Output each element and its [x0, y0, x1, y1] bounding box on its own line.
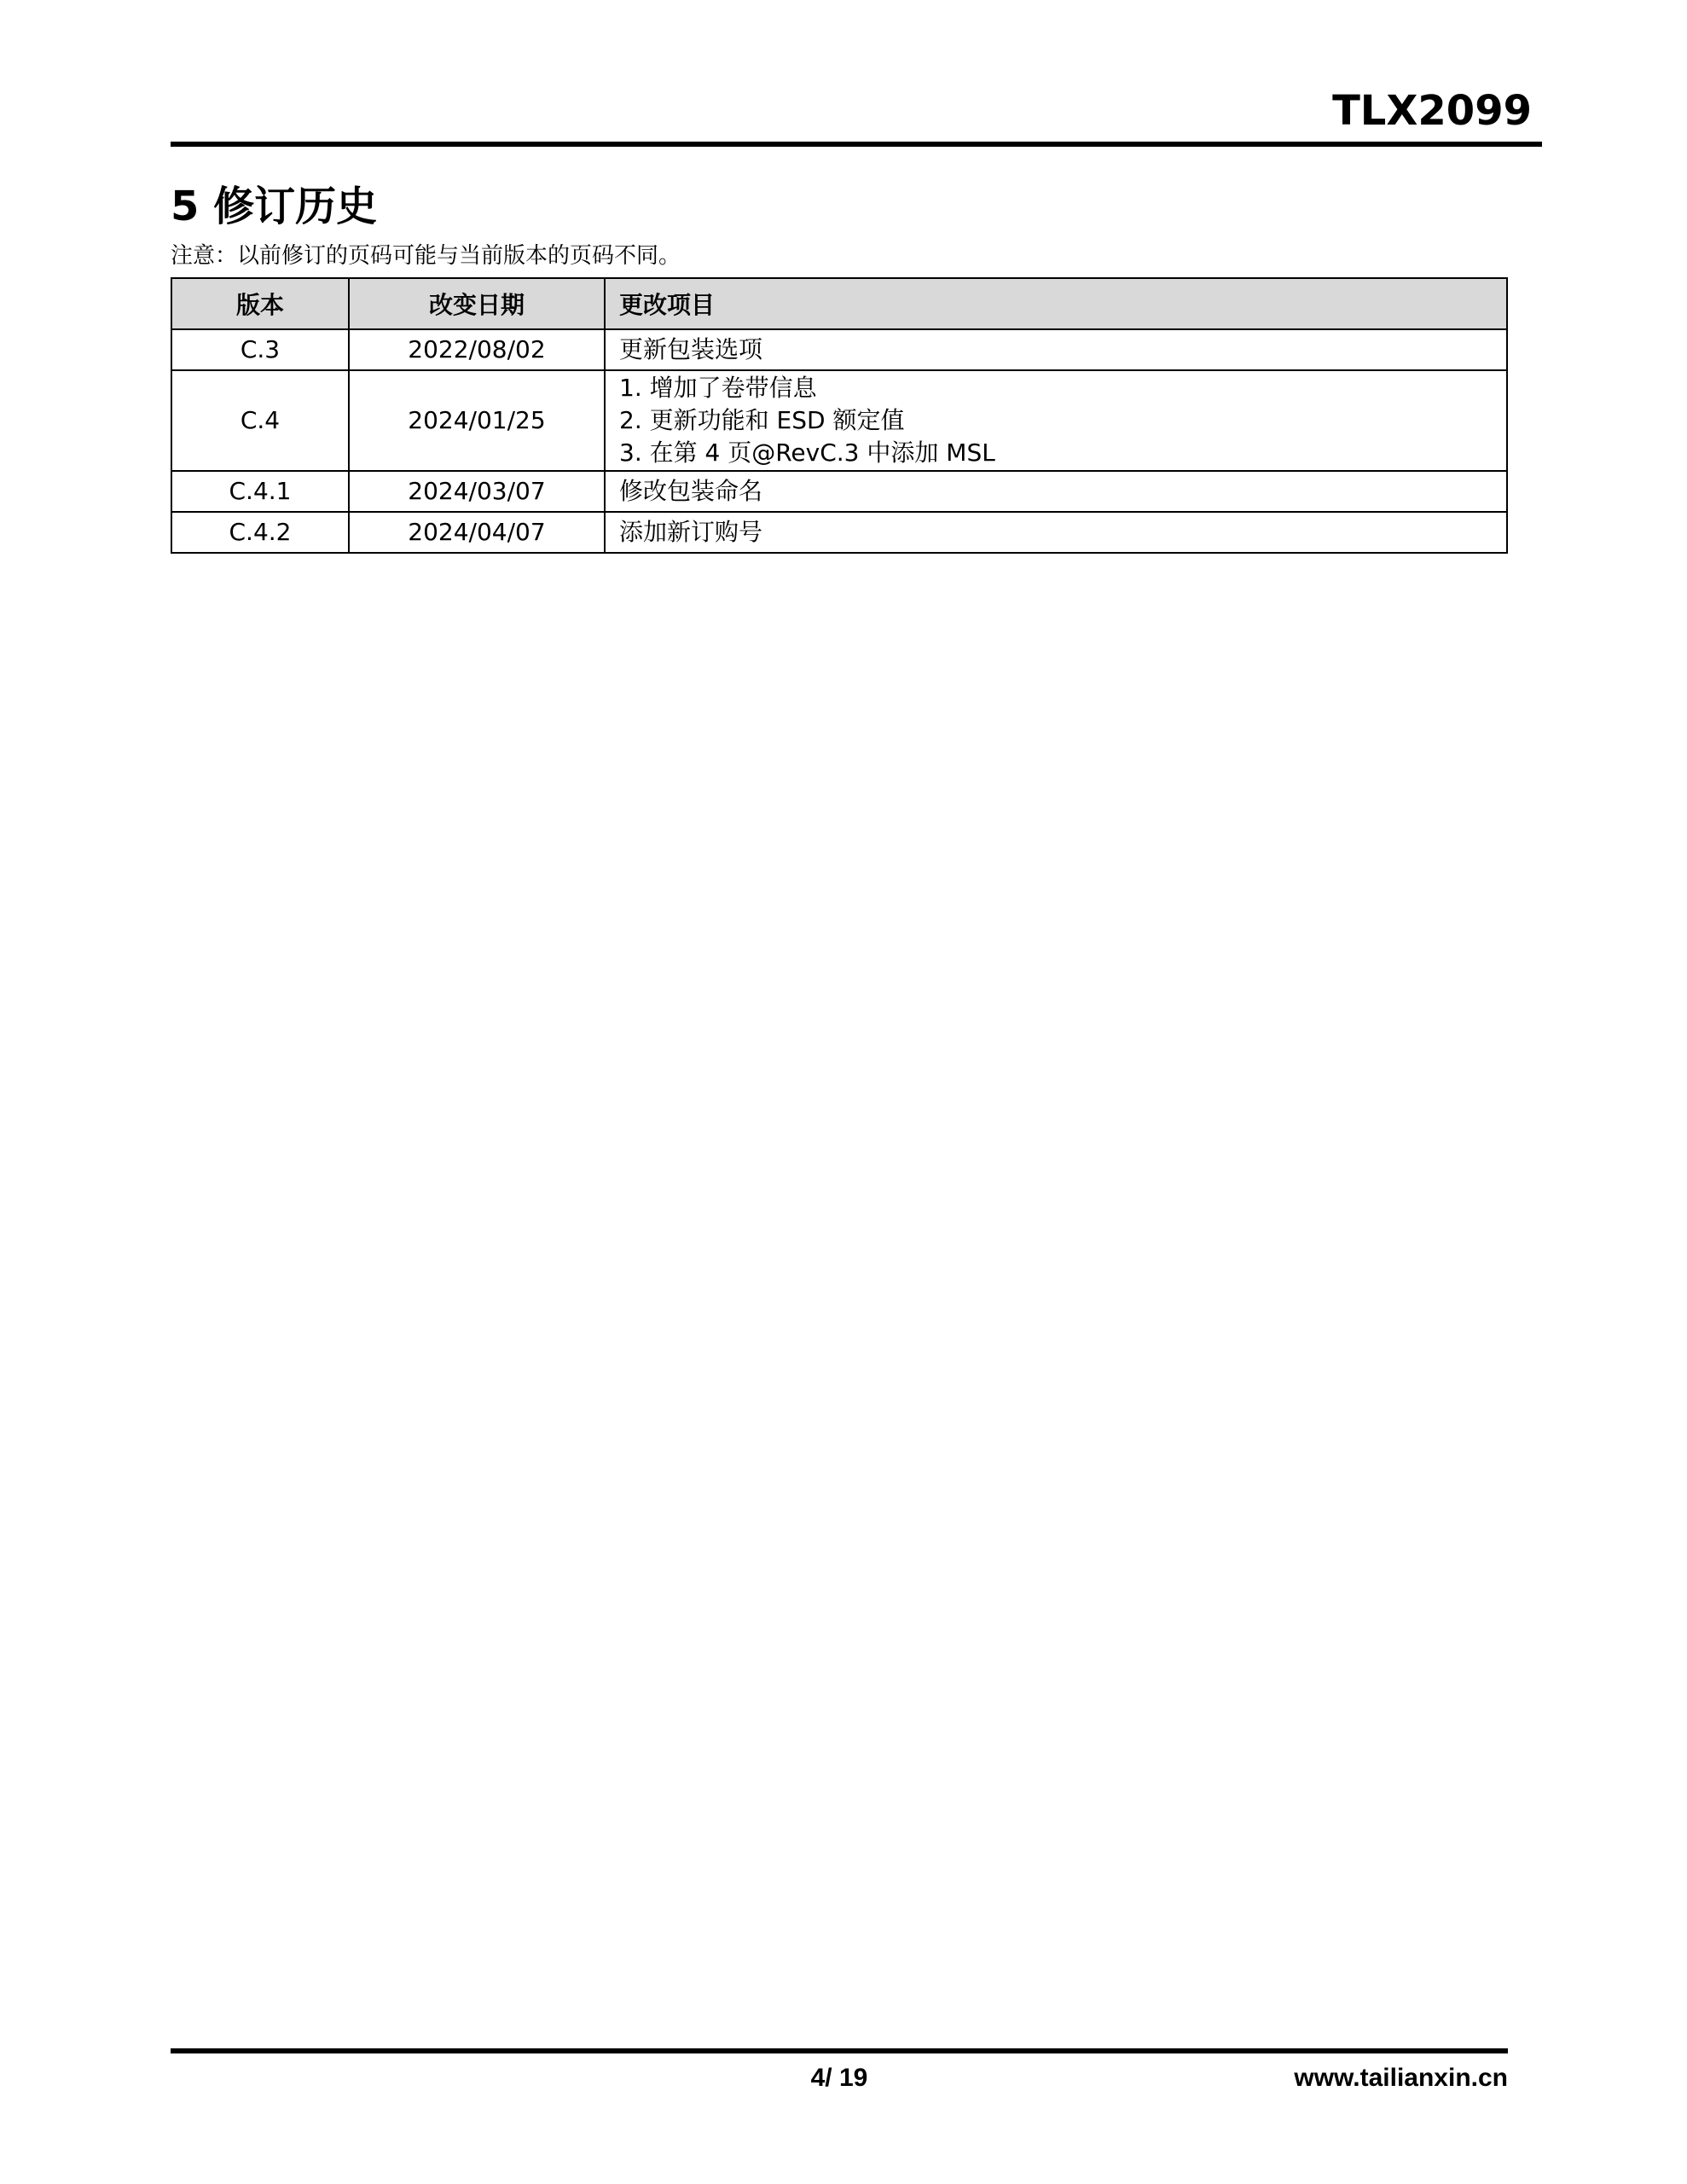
- change-item: 更新包装选项: [619, 335, 763, 363]
- header-changes: 更改项目: [605, 278, 1507, 329]
- table-row: [171, 471, 1507, 512]
- changes-cell: [605, 471, 1507, 512]
- page-footer: [171, 2048, 1508, 2092]
- revision-note: 注意：以前修订的页码可能与当前版本的页码不同。: [171, 243, 681, 269]
- table-row: [171, 329, 1507, 370]
- version-cell: C.3: [171, 329, 349, 370]
- table-row: [171, 512, 1507, 553]
- date-cell: 2024/03/07: [349, 471, 605, 512]
- change-item: 2. 更新功能和 ESD 额定值: [619, 406, 905, 434]
- page-header: [171, 85, 1542, 147]
- header-version: 版本: [171, 278, 349, 329]
- change-item: 修改包装命名: [619, 477, 763, 505]
- table-row: [171, 370, 1507, 471]
- changes-cell: [605, 370, 1507, 471]
- changes-cell: [605, 512, 1507, 553]
- date-cell: 2022/08/02: [349, 329, 605, 370]
- changes-cell: [605, 329, 1507, 370]
- version-cell: C.4.1: [171, 471, 349, 512]
- change-item: 3. 在第 4 页@RevC.3 中添加 MSL: [619, 439, 995, 467]
- website-link[interactable]: www.tailianxin.cn: [1294, 2064, 1508, 2092]
- page-number: 4/ 19: [810, 2064, 868, 2092]
- header-date: 改变日期: [349, 278, 605, 329]
- section-title: 5 修订历史: [171, 183, 378, 230]
- table-header-row: [171, 278, 1507, 329]
- version-cell: C.4.2: [171, 512, 349, 553]
- revision-history-table: [171, 277, 1508, 554]
- date-cell: 2024/01/25: [349, 370, 605, 471]
- date-cell: 2024/04/07: [349, 512, 605, 553]
- change-item: 添加新订购号: [619, 518, 763, 546]
- change-item: 1. 增加了卷带信息: [619, 374, 817, 402]
- document-model: TLX2099: [1332, 87, 1532, 135]
- version-cell: C.4: [171, 370, 349, 471]
